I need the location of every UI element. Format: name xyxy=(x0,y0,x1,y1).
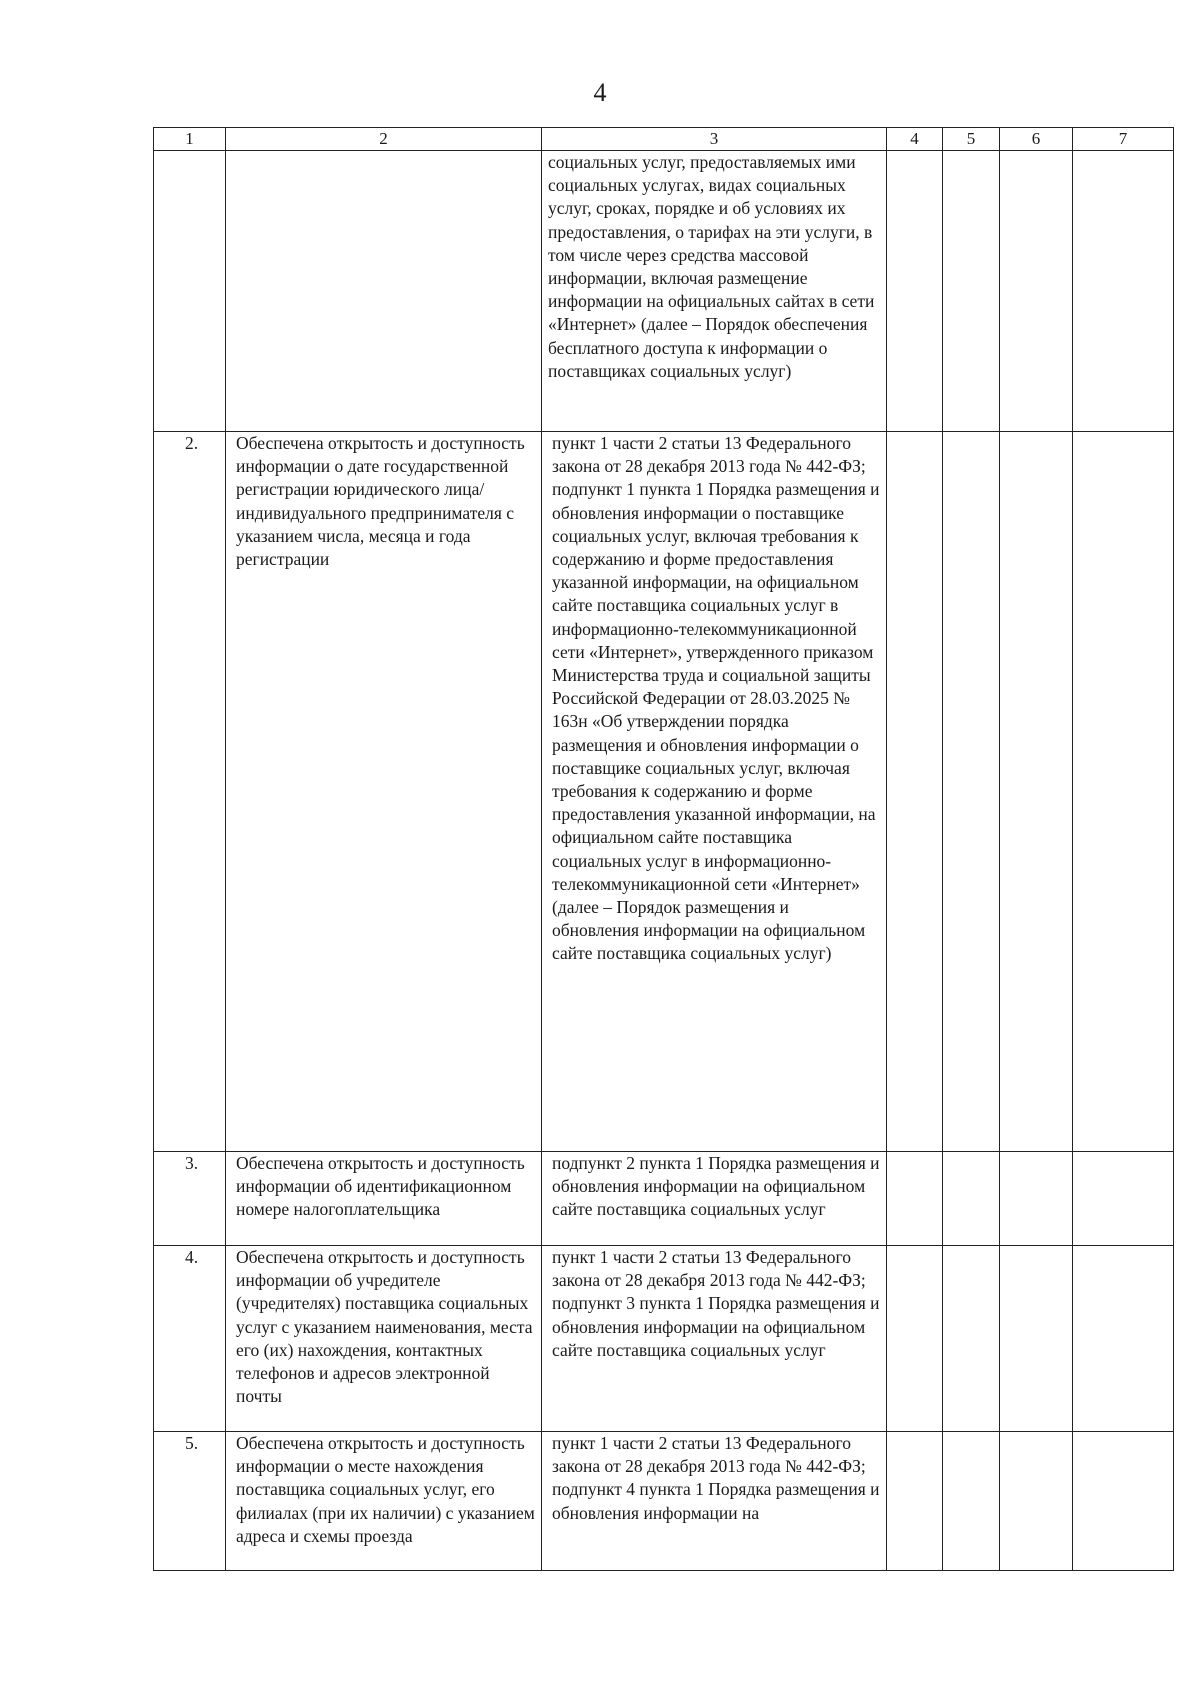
column-header-6: 6 xyxy=(1000,128,1073,151)
blank-cell xyxy=(943,151,1000,432)
table-row xyxy=(154,151,1174,432)
row-number: 5. xyxy=(154,1432,226,1571)
blank-cell xyxy=(1000,151,1073,432)
blank-cell xyxy=(887,1246,943,1432)
page-number: 4 xyxy=(593,78,607,107)
row-number xyxy=(154,151,226,432)
row-number: 4. xyxy=(154,1246,226,1432)
row-number: 2. xyxy=(154,432,226,1152)
blank-cell xyxy=(887,432,943,1152)
blank-cell xyxy=(1000,1152,1073,1246)
table-row xyxy=(154,1432,1174,1571)
table-row xyxy=(154,432,1174,1152)
blank-cell xyxy=(1073,432,1174,1152)
criterion-cell xyxy=(226,151,542,432)
blank-cell xyxy=(887,1152,943,1246)
blank-cell xyxy=(1000,1432,1073,1571)
blank-cell xyxy=(1073,151,1174,432)
header-row xyxy=(154,128,1174,151)
blank-cell xyxy=(943,432,1000,1152)
criterion-cell: Обеспечена открытость и доступность информации об учредителе (учредителях) поставщика социальных услуг с указанием наименования, места его (их) нахождения, контактных телефонов и адресов электронной почты xyxy=(226,1246,542,1432)
table-row xyxy=(154,1152,1174,1246)
blank-cell xyxy=(887,1432,943,1571)
blank-cell xyxy=(943,1152,1000,1246)
blank-cell xyxy=(887,151,943,432)
table-row xyxy=(154,1246,1174,1432)
checklist-table xyxy=(153,127,1174,1571)
column-header-1: 1 xyxy=(154,128,226,151)
criterion-cell: Обеспечена открытость и доступность информации об идентификационном номере налогоплательщика xyxy=(226,1152,542,1246)
legal-basis-cell: социальных услуг, предоставляемых ими социальных услугах, видах социальных услуг, сроках, порядке и об условиях их предоставления, о тарифах на эти услуги, в том числе через средства массовой информации, включая размещение информации на официальных сайтах в сети «Интернет» (далее – Порядок обеспечения бесплатного доступа к информации о поставщиках социальных услуг) xyxy=(542,151,887,432)
column-header-5: 5 xyxy=(943,128,1000,151)
row-number: 3. xyxy=(154,1152,226,1246)
blank-cell xyxy=(1073,1432,1174,1571)
legal-basis-cell: пункт 1 части 2 статьи 13 Федерального закона от 28 декабря 2013 года № 442-ФЗ; подпункт 1 пункта 1 Порядка размещения и обновления информации о поставщике социальных услуг, включая требования к содержанию и форме предоставления указанной информации, на официальном сайте поставщика социальных услуг в информационно-телекоммуникационной сети «Интернет», утвержденного приказом Министерства труда и социальной защиты Российской Федерации от 28.03.2025 № 163н «Об утверждении порядка размещения и обновления информации о поставщике социальных услуг, включая требования к содержанию и форме предоставления указанной информации, на официальном сайте поставщика социальных услуг в информационно-телекоммуникационной сети «Интернет» (далее – Порядок размещения и обновления информации на официальном сайте поставщика социальных услуг) xyxy=(542,432,887,1152)
blank-cell xyxy=(943,1246,1000,1432)
column-header-2: 2 xyxy=(226,128,542,151)
blank-cell xyxy=(1073,1152,1174,1246)
legal-basis-cell: подпункт 2 пункта 1 Порядка размещения и обновления информации на официальном сайте поставщика социальных услуг xyxy=(542,1152,887,1246)
criterion-cell: Обеспечена открытость и доступность информации о дате государственной регистрации юридического лица/ индивидуального предпринимателя с указанием числа, месяца и года регистрации xyxy=(226,432,542,1152)
column-header-3: 3 xyxy=(542,128,887,151)
legal-basis-cell: пункт 1 части 2 статьи 13 Федерального закона от 28 декабря 2013 года № 442-ФЗ; подпункт 3 пункта 1 Порядка размещения и обновления информации на официальном сайте поставщика социальных услуг xyxy=(542,1246,887,1432)
blank-cell xyxy=(1000,432,1073,1152)
legal-basis-cell: пункт 1 части 2 статьи 13 Федерального закона от 28 декабря 2013 года № 442-ФЗ; подпункт 4 пункта 1 Порядка размещения и обновления информации на xyxy=(542,1432,887,1571)
column-header-7: 7 xyxy=(1073,128,1174,151)
blank-cell xyxy=(1000,1246,1073,1432)
criterion-cell: Обеспечена открытость и доступность информации о месте нахождения поставщика социальных услуг, его филиалах (при их наличии) с указанием адреса и схемы проезда xyxy=(226,1432,542,1571)
blank-cell xyxy=(943,1432,1000,1571)
blank-cell xyxy=(1073,1246,1174,1432)
column-header-4: 4 xyxy=(887,128,943,151)
